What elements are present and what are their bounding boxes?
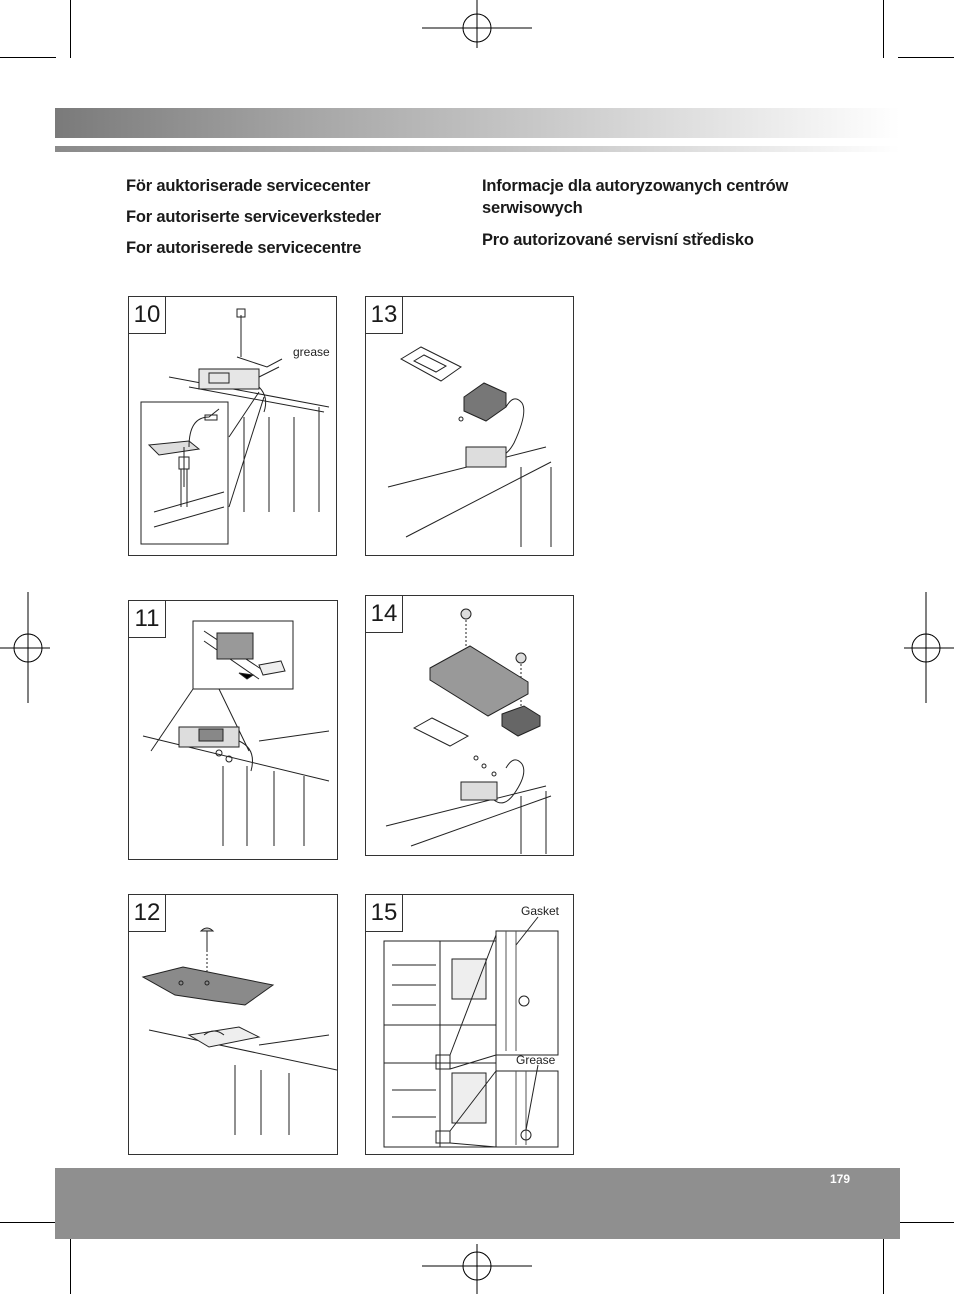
gasket-label: Gasket xyxy=(521,904,560,918)
figure-15 xyxy=(365,894,574,1155)
heading-norwegian: For autoriserte serviceverksteder xyxy=(126,208,381,226)
heading-polish: Informacje dla autoryzowanych centrów serwisowych xyxy=(482,177,789,217)
figure-number: 13 xyxy=(366,297,403,334)
header-rule xyxy=(55,146,900,152)
header-band xyxy=(55,108,900,138)
figure-13 xyxy=(365,296,574,556)
figure-11 xyxy=(128,600,338,860)
hinge-removal-illustration xyxy=(129,297,336,555)
figure-10 xyxy=(128,296,337,556)
connector-disconnect-illustration xyxy=(129,601,337,859)
grease-label: grease xyxy=(293,345,330,359)
top-cover-illustration xyxy=(366,596,573,855)
cover-screw-illustration xyxy=(129,895,337,1154)
figure-number: 11 xyxy=(129,601,166,638)
page-number: 179 xyxy=(829,1172,850,1186)
heading-czech: Pro autorizované servisní středisko xyxy=(482,231,754,249)
figure-14 xyxy=(365,595,574,856)
heading-danish: For autoriserede servicecentre xyxy=(126,239,362,257)
heading-swedish: För auktoriserade servicecenter xyxy=(126,177,371,195)
footer-band xyxy=(55,1168,900,1239)
figure-number: 10 xyxy=(129,297,166,334)
figure-number: 14 xyxy=(366,596,403,633)
figure-number: 12 xyxy=(129,895,166,932)
grease-label: Grease xyxy=(516,1053,556,1067)
cap-installation-illustration xyxy=(366,297,573,555)
figure-12 xyxy=(128,894,338,1155)
door-gasket-illustration xyxy=(366,895,573,1154)
figure-number: 15 xyxy=(366,895,403,932)
